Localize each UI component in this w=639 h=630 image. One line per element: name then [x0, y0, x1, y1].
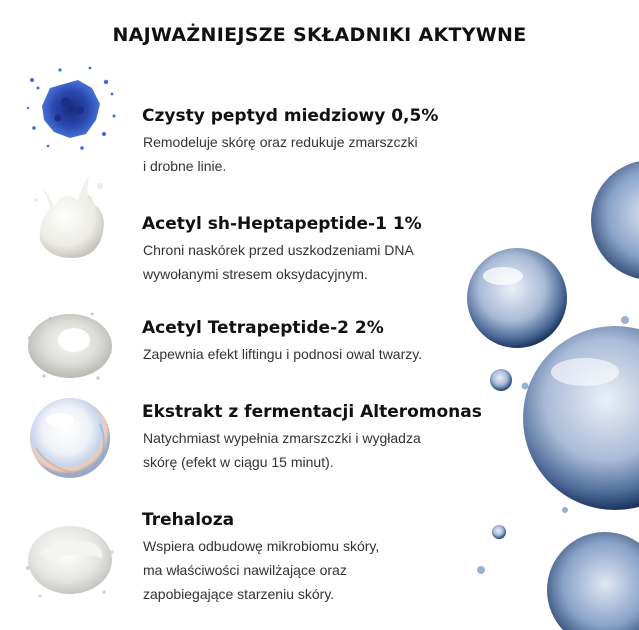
blue-powder-icon — [20, 58, 120, 158]
ingredient-description: Zapewnia efekt liftingu i podnosi owal twarzy. — [143, 346, 423, 362]
ingredient-description: Chroni naskórek przed uszkodzeniami DNA wywołanymi stresem oksydacyjnym. — [143, 242, 414, 282]
ingredient-item-alteromonas — [0, 350, 482, 470]
ingredient-description: Remodeluje skórę oraz redukuje zmarszczki i drobne linie. — [143, 134, 418, 174]
ingredient-item-heptapeptide — [0, 160, 460, 280]
ingredient-description: Natychmiast wypełnia zmarszczki i wygładza skórę (efekt w ciągu 15 minut). — [143, 430, 421, 470]
ingredient-name: Ekstrakt z fermentacji Alteromonas — [142, 402, 482, 422]
white-crystal-powder-icon — [20, 508, 120, 608]
ingredient-item-copper-peptide — [0, 52, 460, 172]
ingredient-name: Acetyl Tetrapeptide-2 2% — [142, 318, 384, 338]
ingredient-name: Czysty peptyd miedziowy 0,5% — [142, 106, 439, 126]
milk-splash-icon — [20, 170, 120, 270]
ingredient-name: Trehaloza — [142, 510, 235, 530]
water-bubbles-icon — [455, 150, 639, 630]
ingredient-item-trehalose — [0, 458, 460, 602]
page-title: NAJWAŻNIEJSZE SKŁADNIKI AKTYWNE — [112, 24, 527, 46]
ingredient-name: Acetyl sh-Heptapeptide-1 1% — [142, 214, 422, 234]
ingredient-description: Wspiera odbudowę mikrobiomu skóry, ma właściwości nawilżające oraz zapobiegające starzeniu skóry. — [143, 538, 380, 602]
